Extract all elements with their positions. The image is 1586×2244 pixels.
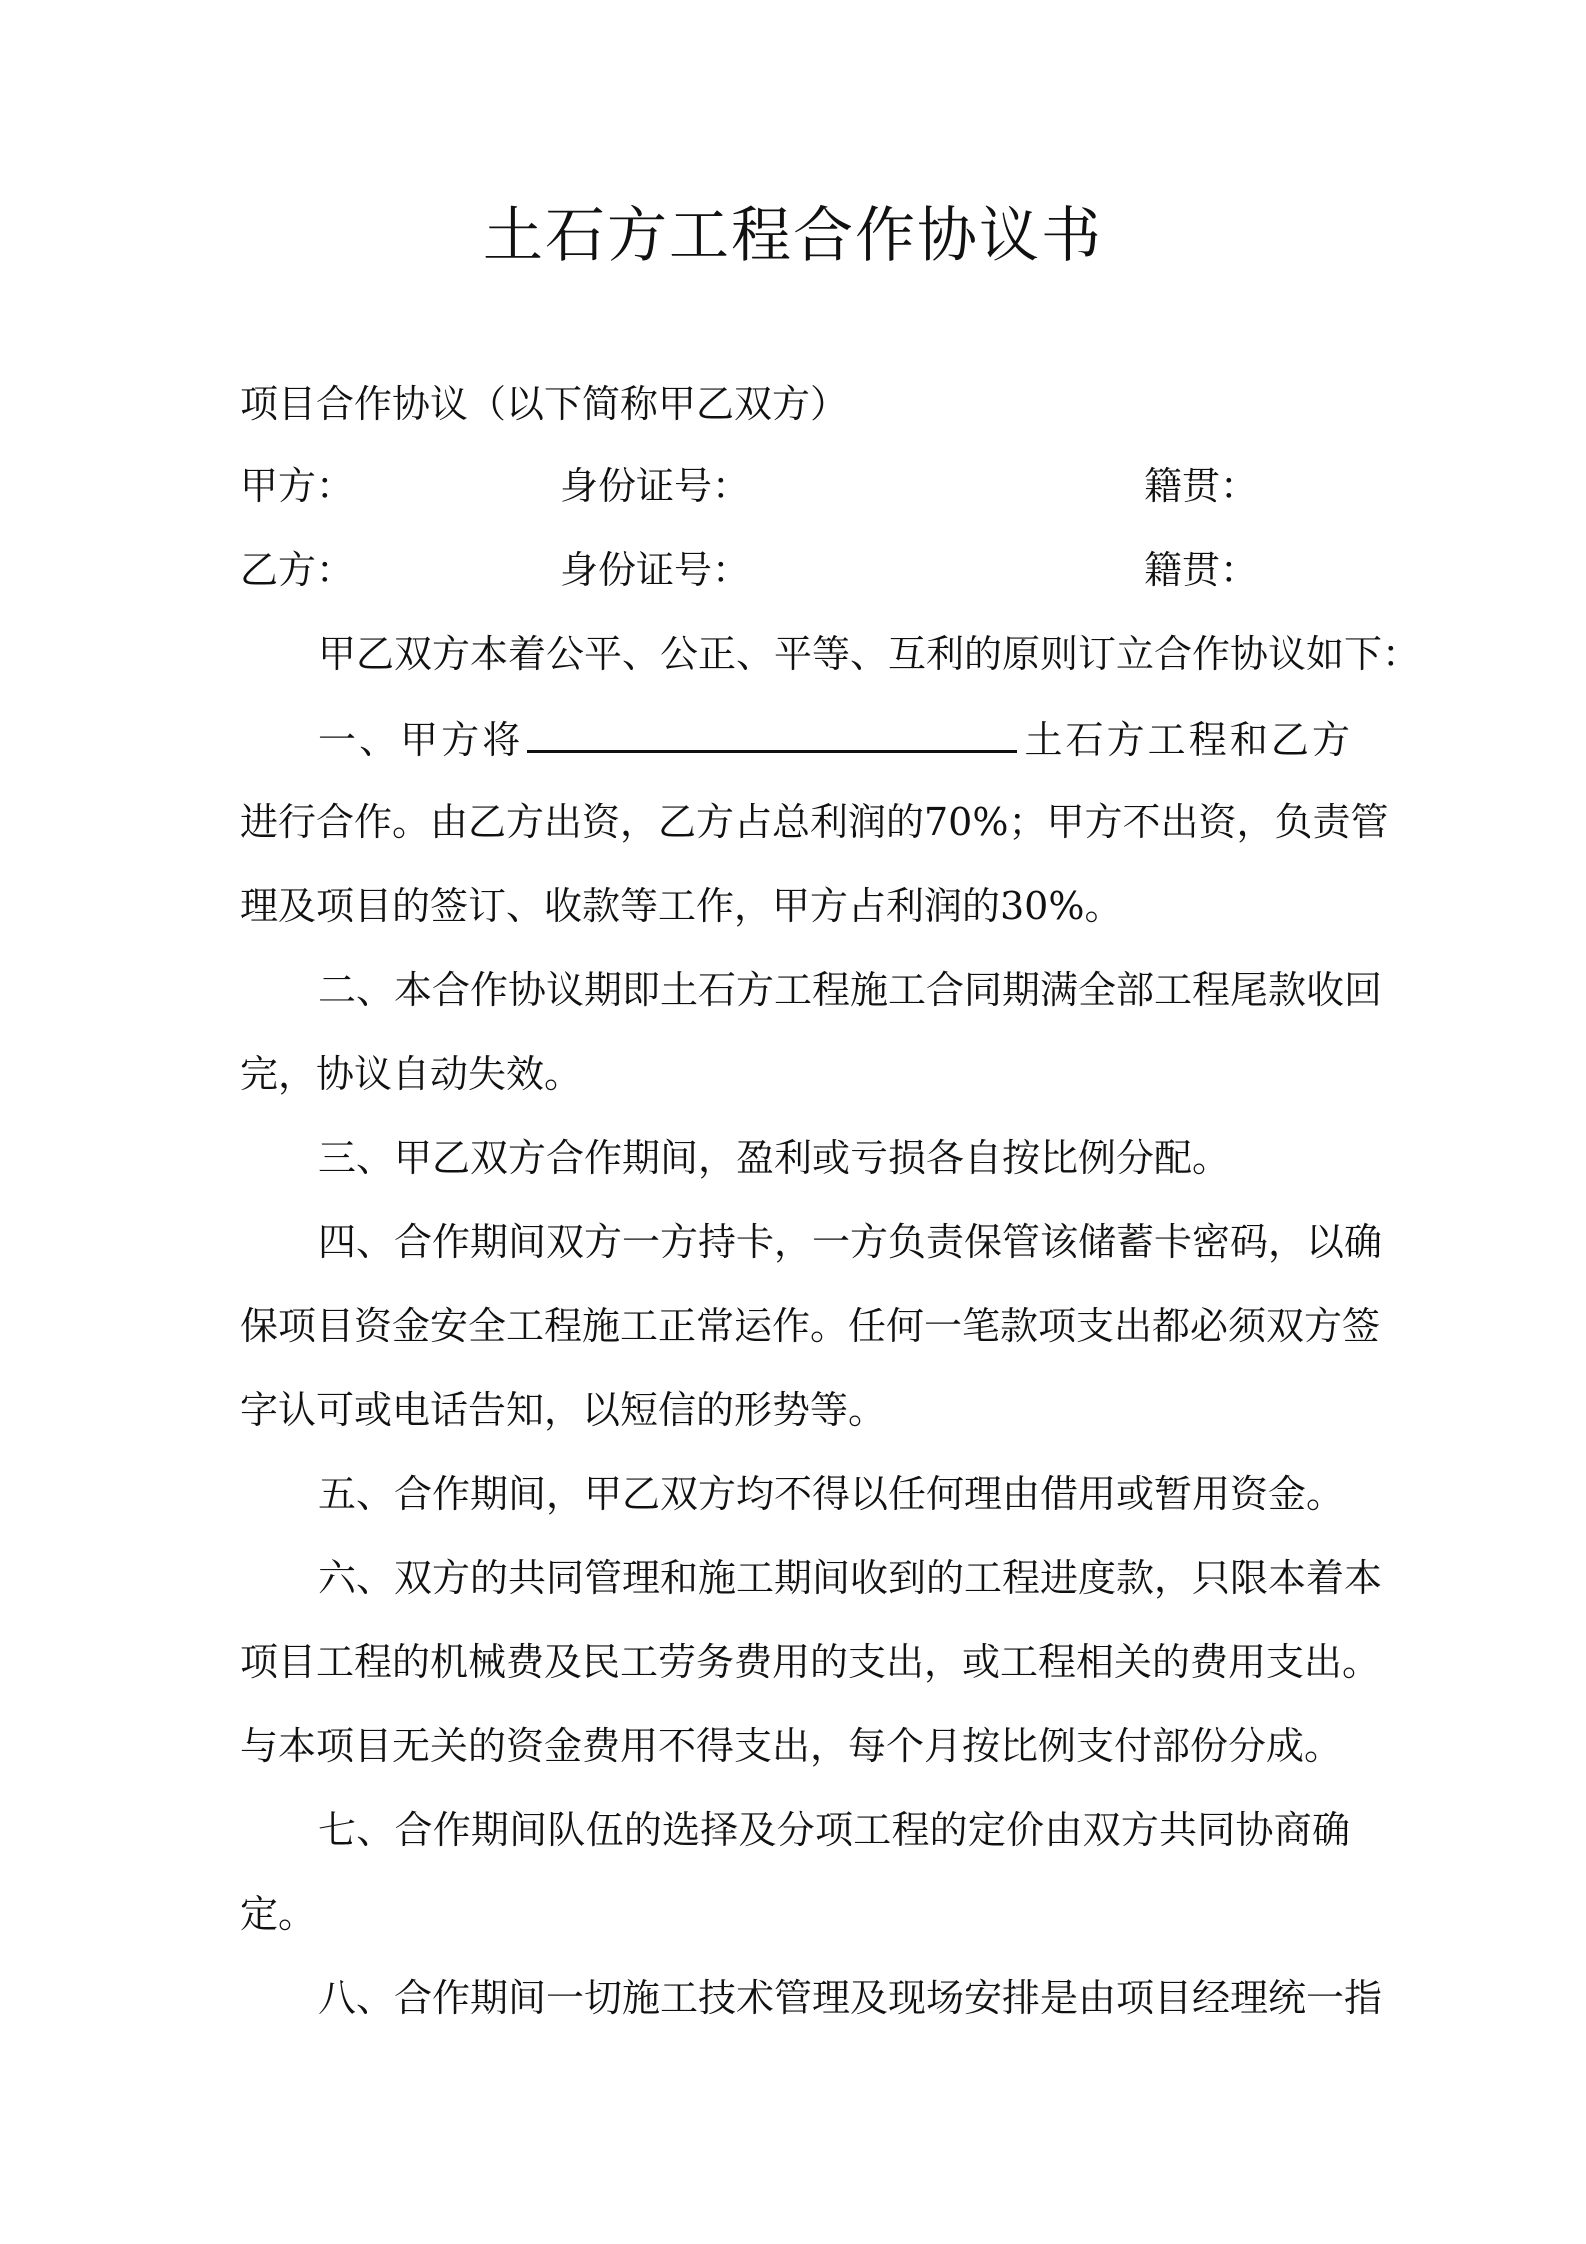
clause-4-line-3: 字认可或电话告知，以短信的形势等。 <box>240 1388 887 1432</box>
clause-4-line-2: 保项目资金安全工程施工正常运作。任何一笔款项支出都必须双方签 <box>240 1304 1381 1348</box>
clause-6-line-2: 项目工程的机械费及民工劳务费用的支出，或工程相关的费用支出。 <box>240 1640 1381 1684</box>
clause-7-line-1: 七、合作期间队伍的选择及分项工程的定价由双方共同协商确 <box>318 1808 1350 1852</box>
blank-fill-line <box>527 710 1017 753</box>
party-b-origin-label: 籍贯： <box>1144 548 1259 592</box>
clause-8-line-1: 八、合作期间一切施工技术管理及现场安排是由项目经理统一指 <box>318 1976 1383 2020</box>
clause-1-line-2: 进行合作。由乙方出资，乙方占总利润的70%；甲方不出资，负责管 <box>240 800 1389 844</box>
clause-2-line-2: 完，协议自动失效。 <box>240 1052 583 1096</box>
clause-5-line-1: 五、合作期间，甲乙双方均不得以任何理由借用或暂用资金。 <box>318 1472 1345 1516</box>
clause-1-after-blank: 土石方工程和乙方 <box>1021 718 1350 762</box>
clause-3-line-1: 三、甲乙双方合作期间，盈利或亏损各自按比例分配。 <box>318 1136 1231 1180</box>
party-a-id-label: 身份证号： <box>560 464 751 508</box>
party-b-label: 乙方： <box>240 548 355 592</box>
clause-6-line-3: 与本项目无关的资金费用不得支出，每个月按比例支付部份分成。 <box>240 1724 1343 1768</box>
clause-4-line-1: 四、合作期间双方一方持卡，一方负责保管该储蓄卡密码，以确 <box>318 1220 1383 1264</box>
clause-2-line-1: 二、本合作协议期即土石方工程施工合同期满全部工程尾款收回 <box>318 968 1383 1012</box>
clause-1-line-1 <box>318 710 1350 768</box>
clause-1-line-3: 理及项目的签订、收款等工作，甲方占利润的30%。 <box>240 884 1123 928</box>
party-b-id-label: 身份证号： <box>560 548 751 592</box>
document-title: 土石方工程合作协议书 <box>483 201 1103 271</box>
clause-6-line-1: 六、双方的共同管理和施工期间收到的工程进度款，只限本着本 <box>318 1556 1383 1600</box>
preamble: 甲乙双方本着公平、公正、平等、互利的原则订立合作协议如下： <box>318 632 1421 676</box>
clause-1-before-blank: 一、甲方将 <box>318 718 524 762</box>
clause-7-line-2: 定。 <box>240 1892 317 1936</box>
party-a-origin-label: 籍贯： <box>1144 464 1259 508</box>
party-a-label: 甲方： <box>240 464 355 508</box>
intro-line: 项目合作协议（以下简称甲乙双方） <box>240 382 849 426</box>
